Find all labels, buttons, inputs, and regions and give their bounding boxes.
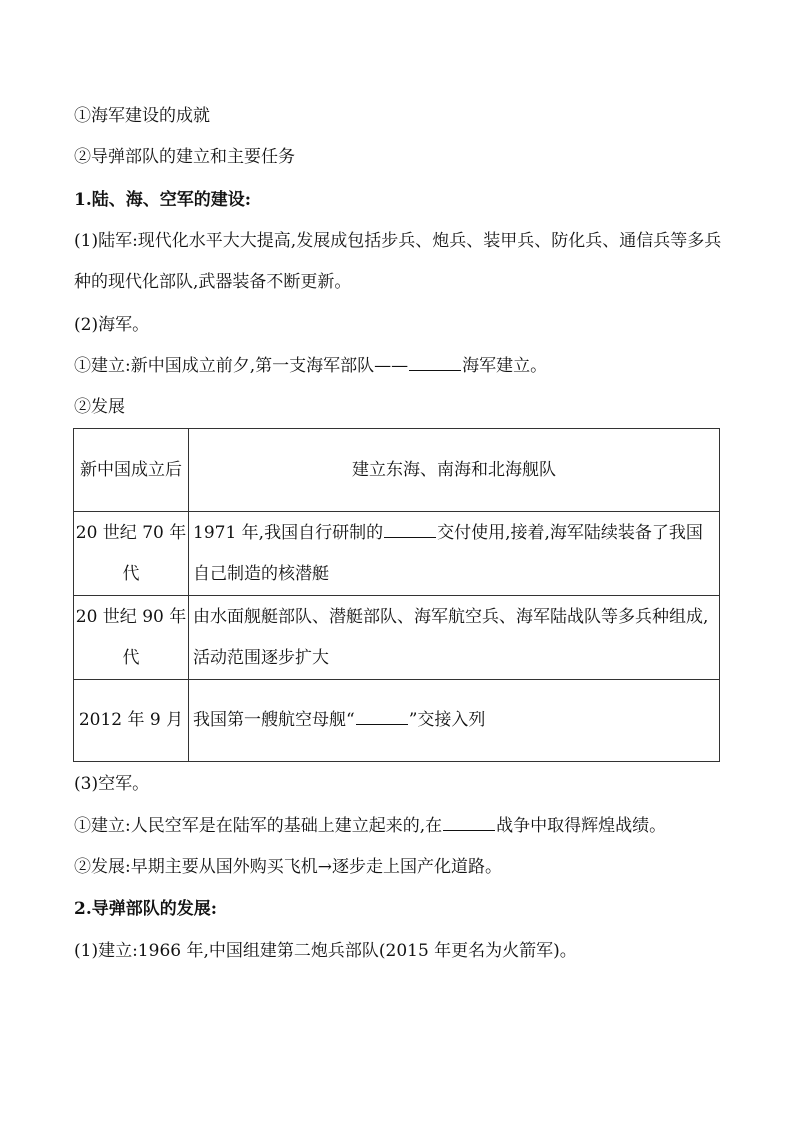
- content-text-a: 1971 年,我国自行研制的: [193, 522, 384, 543]
- navy-establishment: [74, 354, 547, 378]
- section-heading-1: 1.陆、海、空军的建设:: [74, 190, 252, 210]
- navy-development-table: [73, 428, 720, 762]
- content-text-b: 交付使用,接着,海军陆续装备了我国自己制造的核潜艇: [193, 522, 703, 584]
- content-text-a: 我国第一艘航空母舰“: [193, 710, 355, 730]
- content-text: 由水面舰艇部队、潜艇部队、海军航空兵、海军陆战队等多兵种组成,活动范围逐步扩大: [193, 606, 709, 668]
- table-cell-period: 20 世纪 90 年代: [74, 596, 189, 680]
- navy-establishment-text-b: 海军建立。: [462, 356, 548, 376]
- table-cell-period: 20 世纪 70 年代: [74, 512, 189, 596]
- fill-blank[interactable]: [356, 708, 408, 725]
- army-paragraph: (1)陆军:现代化水平大大提高,发展成包括步兵、炮兵、装甲兵、防化兵、通信兵等多兵种的现代化部队,武器装备不断更新。: [74, 231, 722, 292]
- air-establishment-text-a: ①建立:人民空军是在陆军的基础上建立起来的,在: [74, 816, 443, 836]
- fill-blank[interactable]: [409, 354, 461, 371]
- fill-blank[interactable]: [443, 814, 495, 831]
- fill-blank[interactable]: [384, 521, 436, 538]
- table-cell-content: [189, 680, 720, 762]
- table-cell-period: 2012 年 9 月: [74, 680, 189, 762]
- table-cell-content: [189, 596, 720, 680]
- table-row: [74, 596, 720, 680]
- air-force-establishment: [74, 814, 666, 838]
- table-row: [74, 429, 720, 512]
- navy-development: ②发展: [74, 397, 125, 417]
- air-force-heading: (3)空军。: [74, 774, 150, 794]
- table-row: [74, 512, 720, 596]
- content-text-b: ”交接入列: [408, 710, 486, 730]
- table-cell-content: [189, 429, 720, 512]
- missile-establishment: (1)建立:1966 年,中国组建第二炮兵部队(2015 年更名为火箭军)。: [74, 941, 577, 961]
- content-text: 建立东海、南海和北海舰队: [352, 459, 556, 480]
- navy-heading: (2)海军。: [74, 315, 150, 335]
- section-heading-2: 2.导弹部队的发展:: [74, 899, 218, 919]
- air-establishment-text-b: 战争中取得辉煌战绩。: [496, 816, 667, 836]
- table-cell-content: [189, 512, 720, 596]
- navy-establishment-text-a: ①建立:新中国成立前夕,第一支海军部队——: [74, 356, 409, 376]
- item-navy-achievements: ①海军建设的成就: [74, 106, 210, 126]
- item-missile-tasks: ②导弹部队的建立和主要任务: [74, 147, 295, 167]
- table-row: [74, 680, 720, 762]
- table-cell-period: 新中国成立后: [74, 429, 189, 512]
- air-force-development: ②发展:早期主要从国外购买飞机→逐步走上国产化道路。: [74, 857, 502, 877]
